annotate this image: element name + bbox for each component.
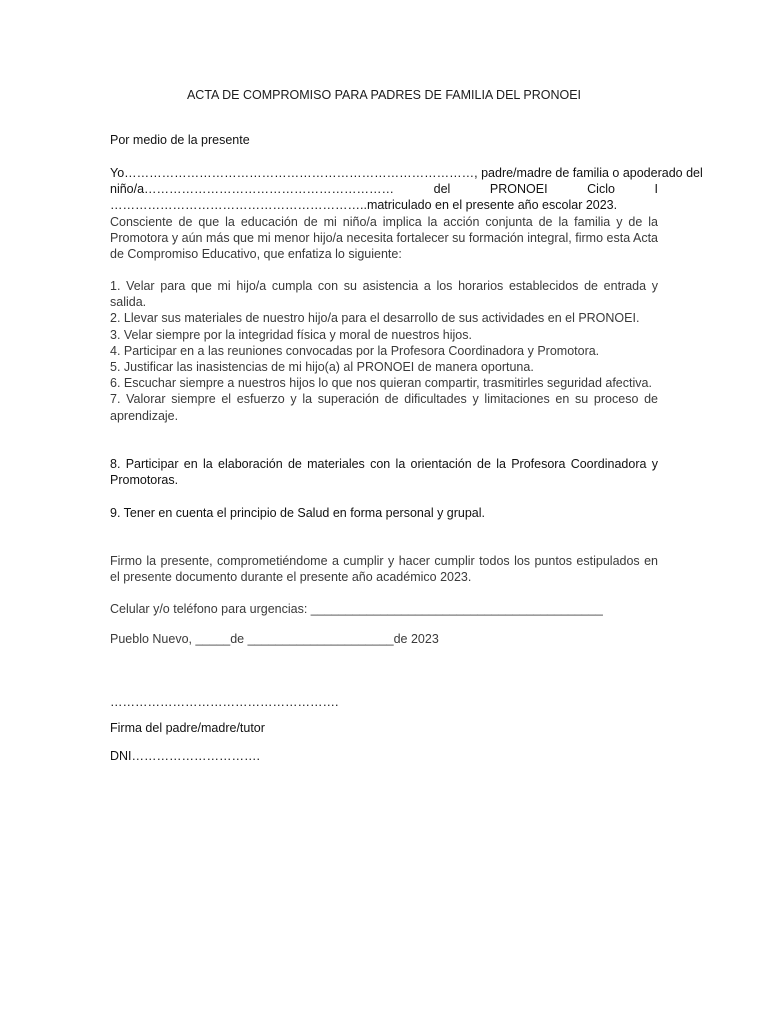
list-item: 1. Velar para que mi hijo/a cumpla con su asistencia a los horarios establecidos de entrada y salida. (110, 279, 658, 310)
declaration-line-2 (110, 181, 658, 197)
declaration-line-1: Yo…………………………………………………………………………, padre/madre de familia o apoderado del (110, 166, 703, 180)
list-item: 3. Velar siempre por la integridad física y moral de nuestros hijos. (110, 327, 472, 342)
child-name-blank: niño/a…………………………………………………… (110, 182, 395, 197)
word-ciclo: Ciclo (587, 182, 615, 197)
list-item: 6. Escuchar siempre a nuestros hijos lo que nos quieran compartir, trasmitirles seguridad afectiva. (110, 376, 652, 391)
word-pronoei: PRONOEI (489, 182, 548, 197)
list-item: 5. Justificar las inasistencias de mi hijo(a) al PRONOEI de manera oportuna. (110, 360, 534, 375)
list-item: 7. Valorar siempre el esfuerzo y la superación de dificultades y limitaciones en su proceso de aprendizaje. (110, 392, 658, 423)
list-item: 4. Participar en a las reuniones convocadas por la Profesora Coordinadora y Promotora. (110, 343, 600, 358)
item-8: 8. Participar en la elaboración de materiales con la orientación de la Profesora Coordinadora y Promotoras. (110, 457, 658, 488)
intro-line: Por medio de la presente (110, 133, 250, 147)
item-9: 9. Tener en cuenta el principio de Salud en forma personal y grupal. (110, 506, 486, 520)
word-cycle-number: I (654, 182, 658, 197)
firmo-paragraph: Firmo la presente, comprometiéndome a cumplir y hacer cumplir todos los puntos estipulados en el presente documento durante el presente año académico 2023. (110, 554, 658, 585)
signature-label: Firma del padre/madre/tutor (110, 721, 265, 735)
document-title: ACTA DE COMPROMISO PARA PADRES DE FAMILIA DEL PRONOEI (186, 88, 582, 102)
signature-dotted-line: ………………………………………………. (110, 695, 339, 709)
parent-declaration (110, 165, 703, 214)
dni-line: DNI…………………………. (110, 749, 260, 763)
word-del: del (433, 182, 451, 197)
commitment-list (110, 278, 658, 424)
place-date-line: Pueblo Nuevo, _____de _____________________de 2023 (110, 632, 439, 646)
list-item: 2. Llevar sus materiales de nuestro hijo/a para el desarrollo de sus actividades en el PRONOEI. (110, 311, 640, 326)
consciente-paragraph: Consciente de que la educación de mi niño/a implica la acción conjunta de la familia y de la Promotora y aún más que mi menor hijo/a necesita fortalecer su formación integral, firmo esta Acta de Compromiso Educativo, que enfatiza lo siguiente: (110, 215, 658, 262)
declaration-line-3: ……………………………………………………..matriculado en el presente año escolar 2023. (110, 198, 618, 213)
urgency-phone-line: Celular y/o teléfono para urgencias: __________________________________________ (110, 602, 603, 616)
